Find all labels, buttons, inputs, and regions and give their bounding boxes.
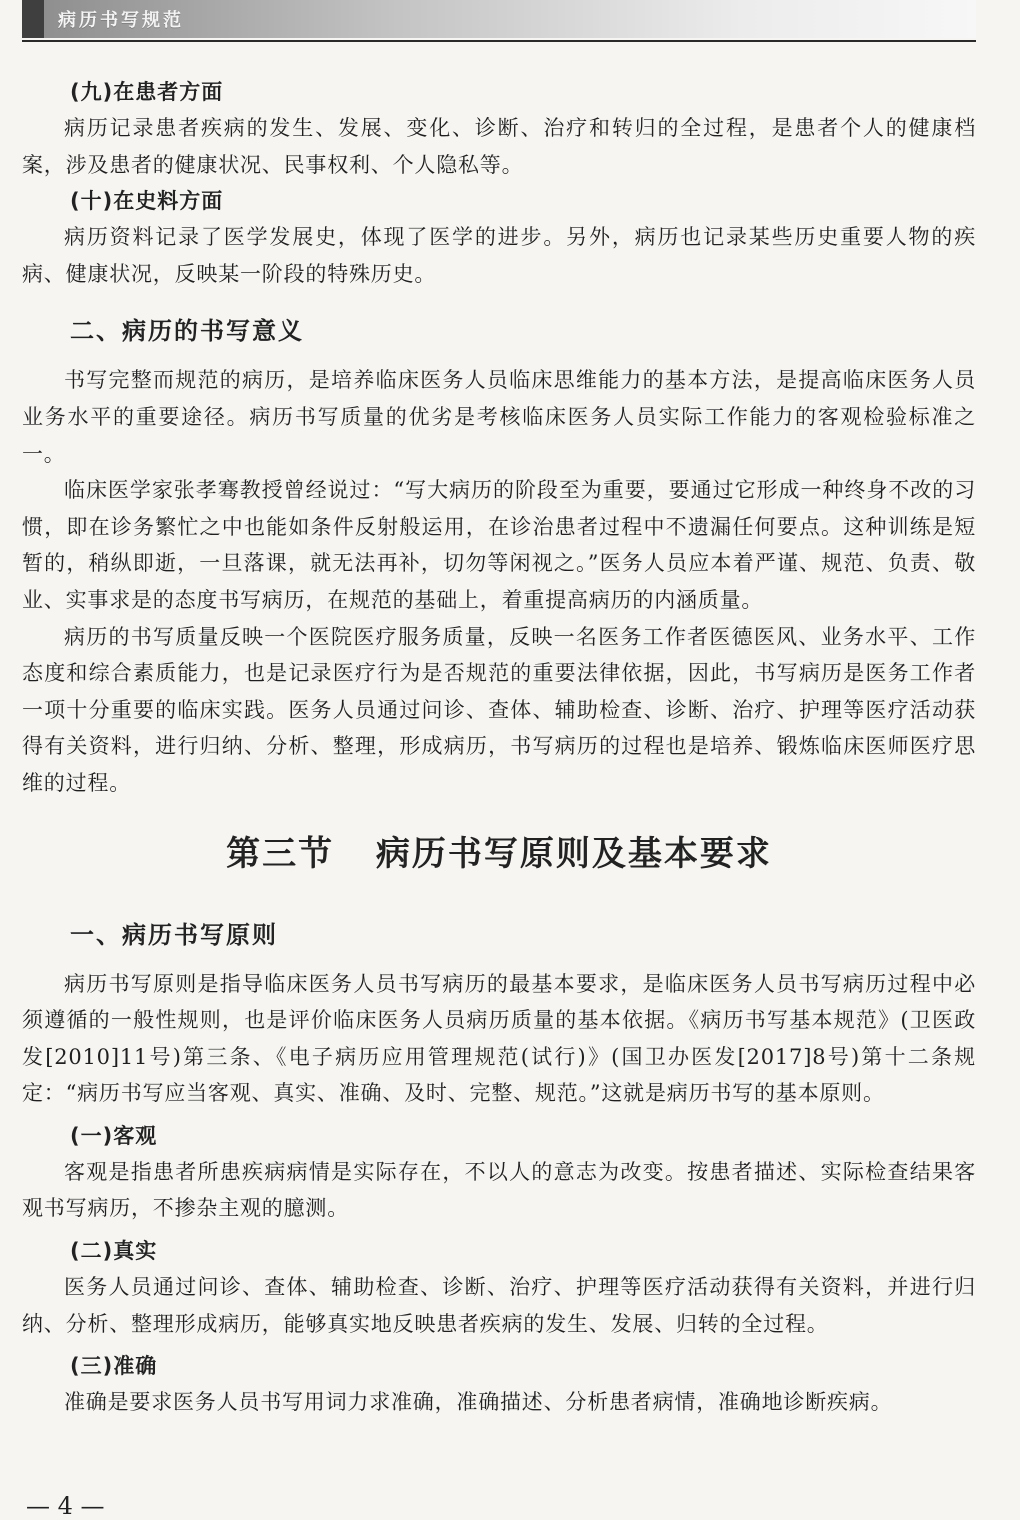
paragraph-patient-aspect: 病历记录患者疾病的发生、发展、变化、诊断、治疗和转归的全过程，是患者个人的健康档案，涉及患者的健康状况、民事权利、个人隐私等。 bbox=[22, 116, 976, 177]
subsection-heading-historical-aspect: (十)在史料方面 bbox=[70, 189, 224, 214]
paragraph-principles: 病历书写原则是指导临床医务人员书写病历的最基本要求，是临床医务人员书写病历过程中必须遵循的一般性规则，也是评价临床医务人员病历质量的基本依据。《病历书写基本规范》(卫医政发[2010]11号)第三条、《电子病历应用管理规范(试行)》(国卫办医发[2017]8号)第十二条规定：“病历书写应当客观、真实、准确、及时、完整、规范。”这就是病历书写的基本原则。 bbox=[22, 971, 976, 1106]
subsection-heading-accurate: (三)准确 bbox=[70, 1354, 158, 1379]
header-title: 病历书写规范 bbox=[58, 10, 184, 31]
heading-writing-significance: 二、病历的书写意义 bbox=[70, 316, 304, 346]
paragraph-accurate: 准确是要求医务人员书写用词力求准确，准确描述、分析患者病情，准确地诊断疾病。 bbox=[64, 1390, 893, 1415]
header-accent-block bbox=[22, 0, 44, 38]
paragraph-objective: 客观是指患者所患疾病病情是实际存在，不以人的意志为改变。按患者描述、实际检查结果客观书写病历，不掺杂主观的臆测。 bbox=[22, 1159, 976, 1221]
subsection-heading-true: (二)真实 bbox=[70, 1239, 158, 1264]
paragraph-true: 医务人员通过问诊、查体、辅助检查、诊断、治疗、护理等医疗活动获得有关资料，并进行归纳、分析、整理形成病历，能够真实地反映患者疾病的发生、发展、归转的全过程。 bbox=[22, 1275, 976, 1336]
paragraph-significance-1: 书写完整而规范的病历，是培养临床医务人员临床思维能力的基本方法，是提高临床医务人员业务水平的重要途径。病历书写质量的优劣是考核临床医务人员实际工作能力的客观检验标准之一。 bbox=[22, 368, 976, 466]
subsection-heading-patient-aspect: (九)在患者方面 bbox=[70, 80, 224, 104]
page-content bbox=[22, 74, 976, 1421]
page-header bbox=[22, 0, 976, 42]
paragraph-significance-2: 临床医学家张孝骞教授曾经说过：“写大病历的阶段至为重要，要通过它形成一种终身不改的习惯，即在诊务繁忙之中也能如条件反射般运用，在诊治患者过程中不遗漏任何要点。这种训练是短暂的，稍纵即逝，一旦落课，就无法再补，切勿等闲视之。”医务人员应本着严谨、规范、负责、敬业、实事求是的态度书写病历，在规范的基础上，着重提高病历的内涵质量。 bbox=[22, 478, 976, 612]
section-title: 第三节 病历书写原则及基本要求 bbox=[226, 833, 772, 874]
heading-writing-principles: 一、病历书写原则 bbox=[70, 919, 278, 949]
paragraph-historical-aspect: 病历资料记录了医学发展史，体现了医学的进步。另外，病历也记录某些历史重要人物的疾病、健康状况，反映某一阶段的特殊历史。 bbox=[22, 225, 976, 286]
subsection-heading-objective: (一)客观 bbox=[70, 1123, 158, 1148]
page-number: — 4 — bbox=[26, 1492, 105, 1520]
paragraph-significance-3: 病历的书写质量反映一个医院医疗服务质量，反映一名医务工作者医德医风、业务水平、工作态度和综合素质能力，也是记录医疗行为是否规范的重要法律依据，因此，书写病历是医务工作者一项十分重要的临床实践。医务人员通过问诊、查体、辅助检查、诊断、治疗、护理等医疗活动获得有关资料，进行归纳、分析、整理，形成病历，书写病历的过程也是培养、锻炼临床医师医疗思维的过程。 bbox=[22, 624, 976, 795]
